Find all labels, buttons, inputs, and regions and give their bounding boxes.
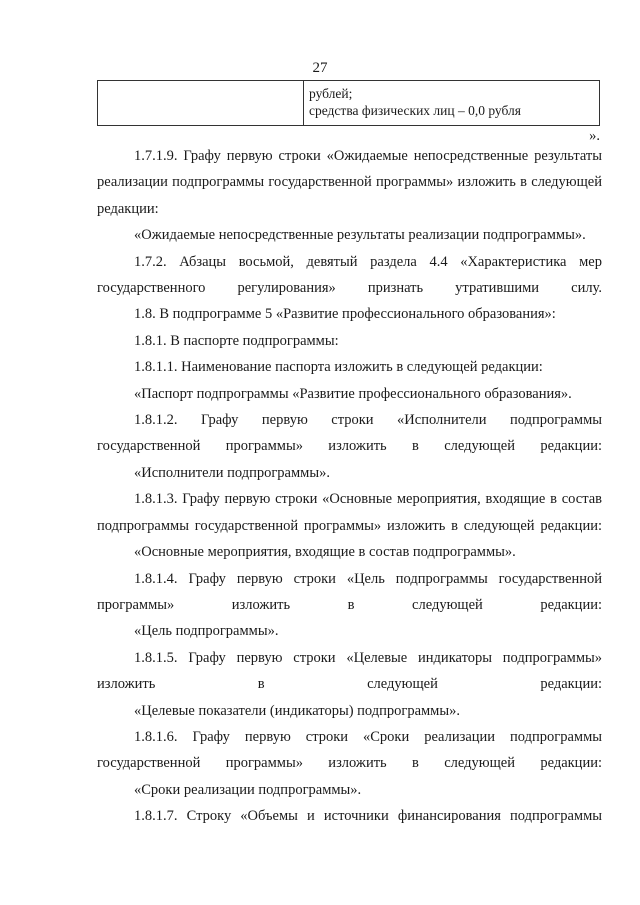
paragraph-1-7-1-9: 1.7.1.9. Графу первую строки «Ожидаемые непосредственные результаты реализации подпрограммы государственной программы» изложить в следующей редакции:: [97, 148, 602, 217]
paragraph-1-8-1-6: 1.8.1.6. Графу первую строки «Сроки реализации подпрограммы государственной программы» изложить в следующей редакции:: [97, 728, 602, 772]
paragraph-1-8-1-2: 1.8.1.2. Графу первую строки «Исполнители подпрограммы государственной программы» изложить в следующей редакции:: [97, 412, 602, 455]
paragraph-1-8: 1.8. В подпрограмме 5 «Развитие профессионального образования»:: [134, 306, 556, 323]
paragraph-quote: «Сроки реализации подпрограммы».: [134, 781, 362, 798]
paragraph-quote: «Исполнители подпрограммы».: [134, 464, 330, 481]
paragraph-quote: «Целевые показатели (индикаторы) подпрограммы».: [134, 702, 460, 719]
paragraph-1-8-1-3: 1.8.1.3. Графу первую строки «Основные мероприятия, входящие в состав подпрограммы государственной программы» изложить в следующей редакции:: [97, 491, 602, 534]
paragraph-1-8-1: 1.8.1. В паспорте подпрограммы:: [134, 332, 339, 349]
paragraph-1-8-1-5: 1.8.1.5. Графу первую строки «Целевые индикаторы подпрограммы» изложить в следующей редакции:: [97, 649, 602, 693]
paragraph-quote: «Паспорт подпрограммы «Развитие профессионального образования».: [134, 385, 572, 402]
table-right-cell: [304, 81, 599, 125]
paragraph-quote: «Цель подпрограммы».: [134, 623, 279, 640]
table-cell-line: средства физических лиц – 0,0 рубля: [309, 103, 521, 118]
paragraph-1-8-1-4: 1.8.1.4. Графу первую строки «Цель подпрограммы государственной программы» изложить в следующей редакции:: [97, 570, 602, 613]
table-left-cell: [98, 81, 304, 125]
table-cell-line: рублей;: [309, 86, 353, 101]
paragraph-1-8-1-1: 1.8.1.1. Наименование паспорта изложить в следующей редакции:: [134, 359, 543, 376]
paragraph-1-8-1-7: 1.8.1.7. Строку «Объемы и источники финансирования подпрограммы: [134, 808, 602, 825]
page-number: 27: [312, 60, 328, 76]
paragraph-quote: «Ожидаемые непосредственные результаты реализации подпрограммы».: [134, 227, 586, 244]
document-body: [97, 143, 602, 830]
table-closing-quote: ».: [589, 128, 600, 144]
paragraph-1-7-2: 1.7.2. Абзацы восьмой, девятый раздела 4.4 «Характеристика мер государственного регулирования» признать утратившими силу.: [97, 253, 602, 297]
paragraph-quote: «Основные мероприятия, входящие в состав подпрограммы».: [134, 544, 516, 561]
budget-table-fragment: [97, 80, 600, 126]
